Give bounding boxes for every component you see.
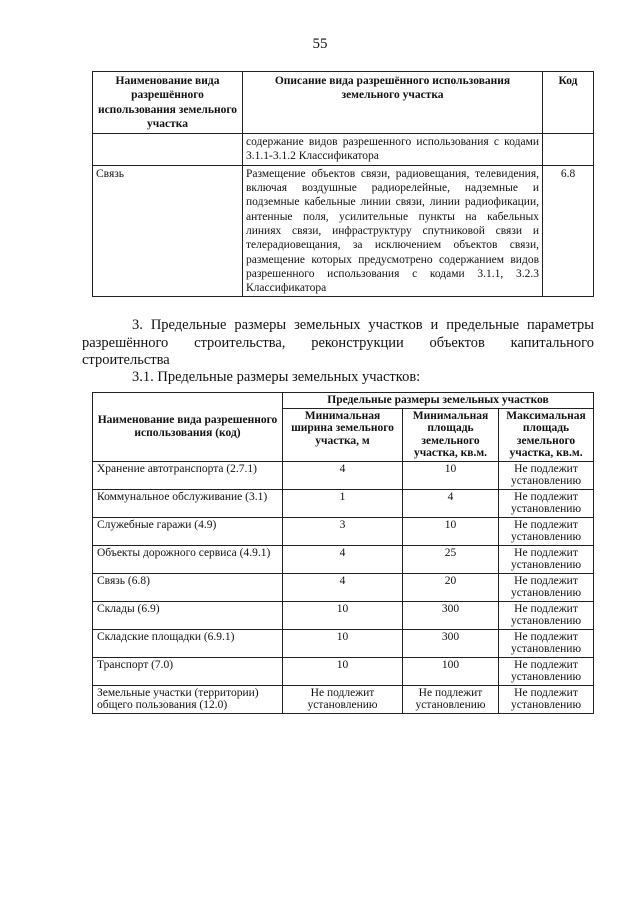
permitted-use-table	[92, 71, 594, 297]
row-max-area: Не подлежит установлению	[499, 461, 594, 489]
table-row	[93, 517, 594, 545]
table-row	[93, 685, 594, 713]
row-min-width: Не подлежит установлению	[283, 685, 403, 713]
row-name: Склады (6.9)	[93, 601, 283, 629]
row-max-area: Не подлежит установлению	[499, 685, 594, 713]
row-max-area: Не подлежит установлению	[499, 573, 594, 601]
row-name: Коммунальное обслуживание (3.1)	[93, 489, 283, 517]
row-max-area: Не подлежит установлению	[499, 517, 594, 545]
row-max-area: Не подлежит установлению	[499, 489, 594, 517]
table2-header-max-area: Максимальная площадь земельного участка, кв.м.	[499, 408, 594, 461]
table1-row-code: 6.8	[543, 165, 594, 297]
row-name: Транспорт (7.0)	[93, 657, 283, 685]
table1-continuation-row	[93, 134, 594, 166]
row-max-area: Не подлежит установлению	[499, 545, 594, 573]
row-name: Земельные участки (территории) общего пользования (12.0)	[93, 685, 283, 713]
row-min-area: 25	[403, 545, 499, 573]
table2-group-header: Предельные размеры земельных участков	[283, 393, 594, 409]
row-min-area: 10	[403, 517, 499, 545]
table-row	[93, 657, 594, 685]
table2-header-min-width: Минимальная ширина земельного участка, м	[283, 408, 403, 461]
table1-continuation-name	[93, 134, 243, 166]
row-name: Служебные гаражи (4.9)	[93, 517, 283, 545]
row-min-width: 10	[283, 629, 403, 657]
row-max-area: Не подлежит установлению	[499, 629, 594, 657]
section-3-paragraph: 3. Предельные размеры земельных участков и предельные параметры разрешённого строительства, реконструкции объектов капитального строительства	[82, 317, 594, 368]
row-min-width: 10	[283, 601, 403, 629]
row-name: Хранение автотранспорта (2.7.1)	[93, 461, 283, 489]
table1-header-name: Наименование вида разрешённого использования земельного участка	[93, 72, 243, 134]
row-min-width: 3	[283, 517, 403, 545]
table1-continuation-description: содержание видов разрешенного использования с кодами 3.1.1-3.1.2 Классификатора	[243, 134, 543, 166]
row-min-area: Не подлежит установлению	[403, 685, 499, 713]
page-number: 55	[312, 36, 328, 52]
row-min-area: 10	[403, 461, 499, 489]
plot-size-table	[92, 392, 594, 714]
row-min-area: 20	[403, 573, 499, 601]
table1-header-description: Описание вида разрешённого использования земельного участка	[243, 72, 543, 134]
row-min-area: 300	[403, 601, 499, 629]
table1-row-description: Размещение объектов связи, радиовещания, телевидения, включая воздушные радиорелейные, надземные и подземные кабельные линии связи, линии радиофикации, антенные поля, усилительные пункты на кабельных линиях связи, инфраструктуру спутниковой связи и телерадиовещания, за исключением объектов связи, размещение которых предусмотрено содержанием видов разрешенного использования с кодами 3.1.1, 3.2.3 Классификатора	[243, 165, 543, 297]
row-min-width: 4	[283, 573, 403, 601]
table2-header-min-area: Минимальная площадь земельного участка, кв.м.	[403, 408, 499, 461]
table1-header-row	[93, 72, 594, 134]
row-max-area: Не подлежит установлению	[499, 657, 594, 685]
table1-header-code: Код	[543, 72, 594, 134]
table-row	[93, 629, 594, 657]
row-min-area: 4	[403, 489, 499, 517]
section-3-1-paragraph: 3.1. Предельные размеры земельных участков:	[132, 369, 421, 385]
table-row	[93, 489, 594, 517]
table1-row	[93, 165, 594, 297]
table-row	[93, 601, 594, 629]
table-row	[93, 573, 594, 601]
row-min-width: 4	[283, 545, 403, 573]
table1-row-name: Связь	[93, 165, 243, 297]
table1-continuation-code	[543, 134, 594, 166]
row-min-width: 1	[283, 489, 403, 517]
table2-header-name: Наименование вида разрешенного использования (код)	[93, 393, 283, 462]
table-row	[93, 545, 594, 573]
table2-header-row-1	[93, 393, 594, 409]
row-min-width: 4	[283, 461, 403, 489]
row-max-area: Не подлежит установлению	[499, 601, 594, 629]
row-name: Объекты дорожного сервиса (4.9.1)	[93, 545, 283, 573]
row-name: Связь (6.8)	[93, 573, 283, 601]
row-min-area: 100	[403, 657, 499, 685]
table-row	[93, 461, 594, 489]
row-name: Складские площадки (6.9.1)	[93, 629, 283, 657]
row-min-area: 300	[403, 629, 499, 657]
row-min-width: 10	[283, 657, 403, 685]
